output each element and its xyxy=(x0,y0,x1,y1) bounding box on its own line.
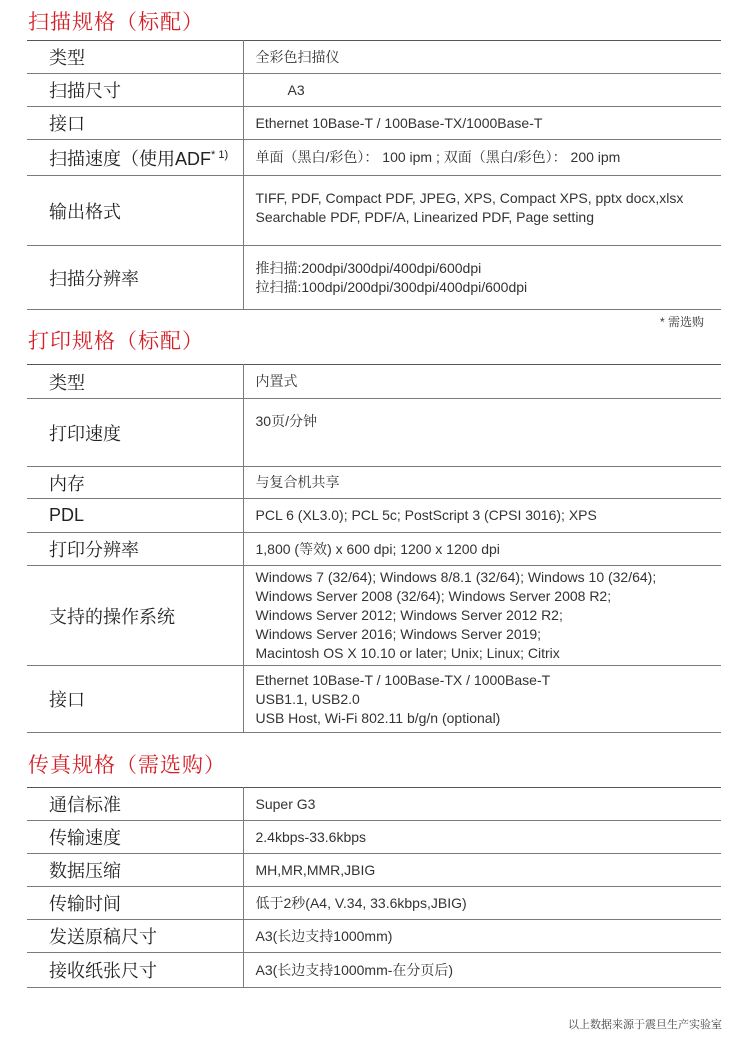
row-value: MH,MR,MMR,JBIG xyxy=(243,854,721,887)
row-value: 与复合机共享 xyxy=(243,467,721,499)
row-label: 接口 xyxy=(27,107,243,140)
table-row xyxy=(27,953,721,988)
row-value-line: USB Host, Wi-Fi 802.11 b/g/n (optional) xyxy=(255,709,501,726)
row-label: PDL xyxy=(27,499,243,533)
fax-section-title: 传真规格（需选购） xyxy=(28,754,226,777)
row-label: 发送原稿尺寸 xyxy=(27,920,243,953)
row-label: 打印分辨率 xyxy=(27,533,243,566)
row-value-line: Ethernet 10Base-T / 100Base-TX / 1000Base-T xyxy=(255,671,551,688)
scan-section-title: 扫描规格（标配） xyxy=(28,11,204,34)
row-label: 输出格式 xyxy=(27,176,243,246)
table-row xyxy=(27,176,721,246)
row-value: Super G3 xyxy=(243,788,721,821)
table-row xyxy=(27,821,721,854)
row-label: 扫描速度（使用ADF xyxy=(49,148,211,169)
scan-spec-table xyxy=(27,40,721,310)
row-value-line: Windows Server 2016; Windows Server 2019; xyxy=(255,626,542,642)
row-value: 1,800 (等效) x 600 dpi; 1200 x 1200 dpi xyxy=(243,533,721,566)
row-value: 30页/分钟 xyxy=(243,399,721,467)
print-spec-table xyxy=(27,364,721,733)
row-label: 传输速度 xyxy=(27,821,243,854)
row-value: Ethernet 10Base-T / 100Base-TX/1000Base-T xyxy=(243,107,721,140)
row-label: 类型 xyxy=(27,41,243,74)
table-row xyxy=(27,666,721,733)
table-row xyxy=(27,399,721,467)
optional-note: * 需选购 xyxy=(659,315,704,329)
table-row xyxy=(27,107,721,140)
table-row xyxy=(27,920,721,953)
row-label: 通信标准 xyxy=(27,788,243,821)
row-value-line: USB1.1, USB2.0 xyxy=(255,690,360,707)
row-value: 2.4kbps-33.6kbps xyxy=(243,821,721,854)
table-row xyxy=(27,533,721,566)
row-value-line: 推扫描:200dpi/300dpi/400dpi/600dpi xyxy=(255,259,482,276)
row-label: 接收纸张尺寸 xyxy=(27,953,243,988)
row-value: 全彩色扫描仪 xyxy=(243,41,721,74)
table-row xyxy=(27,854,721,887)
table-row xyxy=(27,41,721,74)
table-row xyxy=(27,887,721,920)
row-label: 类型 xyxy=(27,365,243,399)
footnote-marker: * 1) xyxy=(211,148,229,161)
table-row xyxy=(27,365,721,399)
row-value: 单面（黑白/彩色）： 100 ipm ; 双面（黑白/彩色）： 200 ipm xyxy=(243,140,721,176)
row-value: A3 xyxy=(287,81,305,98)
table-row xyxy=(27,788,721,821)
table-row xyxy=(27,140,721,176)
row-value-line: Macintosh OS X 10.10 or later; Unix; Linux; Citrix xyxy=(255,645,560,661)
row-label: 内存 xyxy=(27,467,243,499)
row-value: A3(长边支持1000mm) xyxy=(243,920,721,953)
table-row xyxy=(27,467,721,499)
row-value: PCL 6 (XL3.0); PCL 5c; PostScript 3 (CPSI 3016); XPS xyxy=(243,499,721,533)
row-value: 低于2秒(A4, V.34, 33.6kbps,JBIG) xyxy=(243,887,721,920)
table-row xyxy=(27,499,721,533)
row-value-line: Windows Server 2008 (32/64); Windows Server 2008 R2; xyxy=(255,588,612,604)
row-value-line: 拉扫描:100dpi/200dpi/300dpi/400dpi/600dpi xyxy=(255,278,528,295)
row-label: 数据压缩 xyxy=(27,854,243,887)
print-section-title: 打印规格（标配） xyxy=(28,330,204,353)
table-row xyxy=(27,74,721,107)
row-label: 扫描分辨率 xyxy=(27,246,243,310)
row-value: A3(长边支持1000mm-在分页后) xyxy=(243,953,721,988)
row-label: 支持的操作系统 xyxy=(27,566,243,666)
row-label: 传输时间 xyxy=(27,887,243,920)
footer-note: 以上数据来源于震旦生产实验室 xyxy=(568,1019,722,1031)
row-value: 内置式 xyxy=(243,365,721,399)
row-value-line: Windows 7 (32/64); Windows 8/8.1 (32/64); Windows 10 (32/64); xyxy=(255,569,657,585)
row-label: 扫描尺寸 xyxy=(27,74,243,107)
row-value-line: TIFF, PDF, Compact PDF, JPEG, XPS, Compact XPS, pptx docx,xlsx xyxy=(255,190,684,206)
table-row xyxy=(27,566,721,666)
table-row xyxy=(27,246,721,310)
row-value-line: Windows Server 2012; Windows Server 2012 R2; xyxy=(255,607,563,623)
row-label: 打印速度 xyxy=(27,399,243,467)
row-value-line: Searchable PDF, PDF/A, Linearized PDF, Page setting xyxy=(255,209,595,225)
row-label: 接口 xyxy=(27,666,243,733)
fax-spec-table xyxy=(27,787,721,988)
